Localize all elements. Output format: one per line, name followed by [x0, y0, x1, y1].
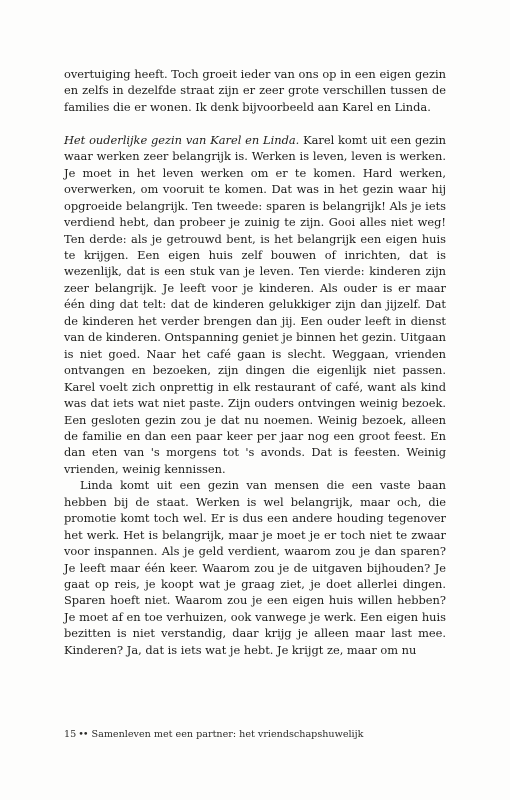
paragraph-3: [64, 477, 446, 658]
paragraph-1: [64, 66, 446, 115]
paragraph-2: [64, 132, 446, 478]
paragraph-1-text: overtuiging heeft. Toch groeit ieder van ons op in een eigen gezin en zelfs in dezelfde straat zijn er zeer grote verschillen tussen de families die er wonen. Ik denk bijvoorbeeld aan Karel en Linda.: [64, 67, 446, 114]
section-run-in-heading: Het ouderlijke gezin van Karel en Linda.: [64, 132, 300, 147]
page-number: 15: [64, 729, 77, 740]
footer-separator: ••: [78, 729, 88, 740]
paragraph-2-text: Karel komt uit een gezin waar werken zeer belangrijk is. Werken is leven, leven is werken. Je moet in het leven werken om er te komen. Hard werken, overwerken, om vooruit te komen. Dat was in het gezin waar hij opgroeide belangrijk. Ten tweede: sparen is belangrijk! Als je iets verdiend hebt, dan probeer je zuinig te zijn. Gooi alles niet weg! Ten derde: als je getrouwd bent, is het belangrijk een eigen huis te krijgen. Een eigen huis zelf bouwen of inrichten, dat is wezenlijk, dat is een stuk van je leven. Ten vierde: kinderen zijn zeer belangrijk. Je leeft voor je kinderen. Als ouder is er maar één ding dat telt: dat de kinderen gelukkiger zijn dan jijzelf. Dat de kinderen het verder brengen dan jij. Een ouder leeft in dienst van de kinderen. Ontspanning geniet je binnen het gezin. Uitgaan is niet goed. Naar het café gaan is slecht. Weggaan, vrienden ontvangen en bezoeken, zijn dingen die eigenlijk niet passen. Karel voelt zich onprettig in elk restaurant of café, want als kind was dat iets wat niet paste. Zijn ouders ontvingen weinig bezoek. Een gesloten gezin zou je dat nu noemen. Weinig bezoek, alleen de familie en dan een paar keer per jaar nog een groot feest. En dan eten van 's morgens tot 's avonds. Dat is feesten. Weinig vrienden, weinig kennissen.: [64, 132, 446, 476]
page-footer: [64, 729, 446, 741]
running-title: Samenleven met een partner: het vriendschapshuwelijk: [91, 729, 364, 740]
paragraph-3-text: Linda komt uit een gezin van mensen die een vaste baan hebben bij de staat. Werken is wel belangrijk, maar och, die promotie komt toch wel. Er is dus een andere houding tegenover het werk. Het is belangrijk, maar je moet je er toch niet te zwaar voor inspannen. Als je geld verdient, waarom zou je dan sparen? Je leeft maar één keer. Waarom zou je de uitgaven bijhouden? Je gaat op reis, je koopt wat je graag ziet, je doet allerlei dingen. Sparen hoeft niet. Waarom zou je een eigen huis willen hebben? Je moet af en toe verhuizen, ook vanwege je werk. Een eigen huis bezitten is niet verstandig, daar krijg je alleen maar last mee. Kinderen? Ja, dat is iets wat je hebt. Je krijgt ze, maar om nu: [64, 478, 446, 657]
body-text: [64, 66, 446, 658]
